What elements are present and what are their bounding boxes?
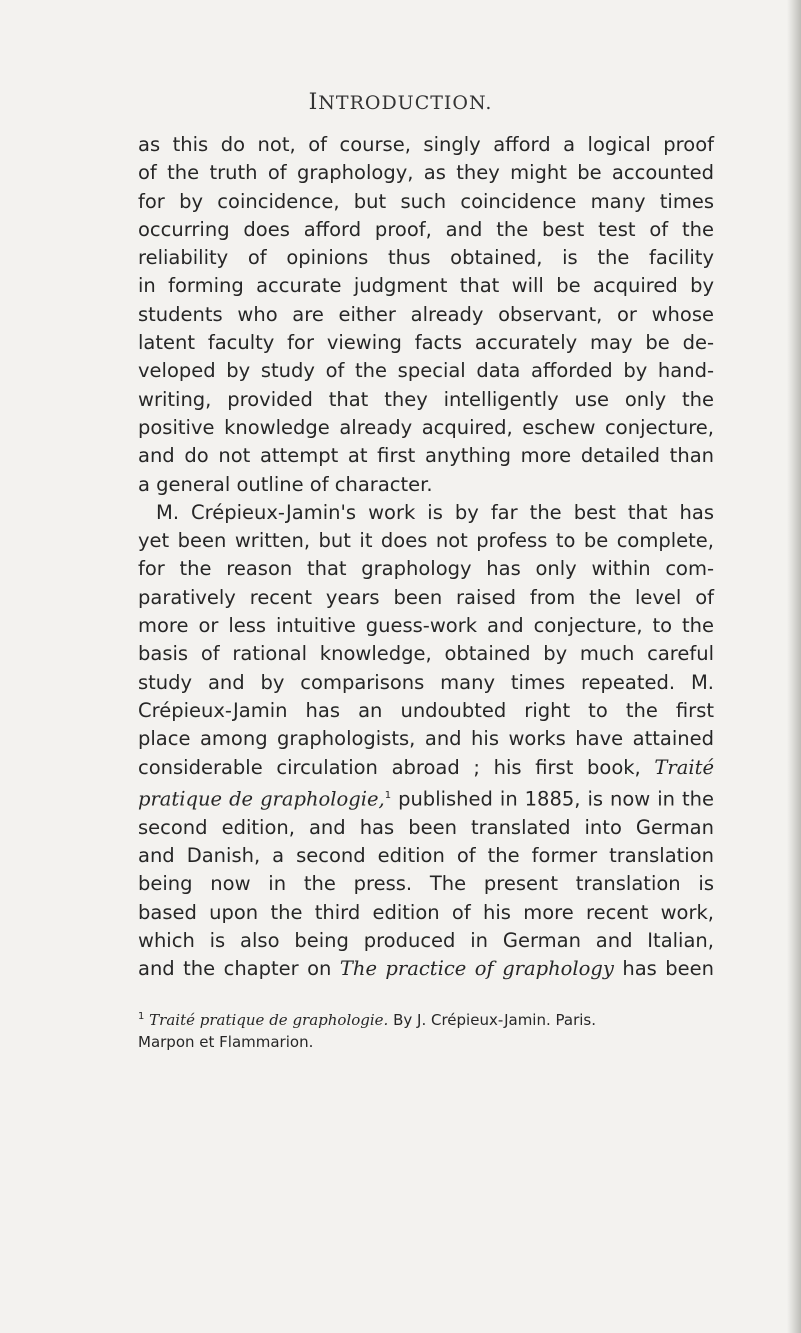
text-line: positive knowledge already acquired, eschew conjecture, — [138, 415, 714, 439]
book-title: Traité — [654, 755, 714, 779]
footnote-line: Marpon et Flammarion. — [138, 1033, 314, 1051]
text-line: study and by comparisons many times repeated. M. — [138, 670, 714, 694]
text-line — [138, 782, 714, 814]
footnote — [138, 1006, 728, 1053]
text-line: as this do not, of course, singly afford a logical proof — [138, 133, 714, 156]
text-line: reliability of opinions thus obtained, is the facility — [138, 246, 714, 270]
page-edge — [787, 0, 801, 1333]
text-line: second edition, and has been translated into German — [138, 815, 714, 839]
text-line — [138, 754, 714, 782]
text-run: published in 1885, is now in the — [391, 787, 714, 811]
text-line: yet been written, but it does not profess to be complete, — [138, 529, 714, 553]
text-line: which is also being produced in German and Italian, — [138, 928, 714, 952]
footnote-marker: 1 — [138, 1011, 145, 1022]
text-line: of the truth of graphology, as they might be accounted — [138, 161, 714, 185]
text-run: considerable circulation abroad ; his first book, — [138, 755, 655, 779]
text-line: for the reason that graphology has only within com- — [138, 557, 714, 581]
text-line: a general outline of character. — [138, 472, 433, 496]
running-head-initial: I — [308, 90, 319, 115]
text-line: based upon the third edition of his more recent work, — [138, 900, 714, 924]
text-line: Crépieux-Jamin has an undoubted right to the first — [138, 698, 714, 722]
chapter-title: The practice of graphology — [339, 957, 614, 981]
footnote-text: By J. Crépieux-Jamin. Paris. — [388, 1011, 596, 1029]
footnote-ref: 1 — [384, 789, 392, 801]
body-text — [138, 131, 714, 983]
text-line: in forming accurate judgment that will be acquired by — [138, 274, 714, 298]
text-line: latent faculty for viewing facts accurately may be de- — [138, 331, 714, 355]
text-line: for by coincidence, but such coincidence many times — [138, 189, 714, 213]
text-line: occurring does afford proof, and the best test of the — [138, 217, 714, 241]
text-run: has been — [613, 957, 715, 981]
footnote-title: Traité pratique de graphologie. — [149, 1011, 389, 1029]
text-line — [138, 955, 714, 983]
text-line: being now in the press. The present translation is — [138, 872, 714, 896]
text-line: paratively recent years been raised from the level of — [138, 585, 714, 609]
text-line: veloped by study of the special data afforded by hand- — [138, 359, 714, 383]
running-head-rest: NTRODUCTION. — [318, 92, 493, 114]
text-line: more or less intuitive guess-work and conjecture, to the — [138, 614, 714, 638]
book-title: pratique de graphologie, — [138, 787, 385, 811]
text-line: writing, provided that they intelligently use only the — [138, 387, 714, 411]
text-line: and do not attempt at first anything more detailed than — [138, 444, 714, 468]
text-line: place among graphologists, and his works have attained — [138, 727, 714, 751]
paragraph-2 — [138, 499, 714, 984]
text-line: basis of rational knowledge, obtained by much careful — [138, 642, 714, 666]
paragraph-1 — [138, 131, 714, 499]
footnote-line — [138, 1006, 728, 1031]
text-line: M. Crépieux-Jamin's work is by far the best that has — [156, 500, 714, 524]
text-line: and Danish, a second edition of the former translation — [138, 843, 714, 867]
text-run: and the chapter on — [138, 957, 340, 981]
text-line: students who are either already observant, or whose — [138, 302, 714, 326]
running-head — [0, 90, 801, 115]
